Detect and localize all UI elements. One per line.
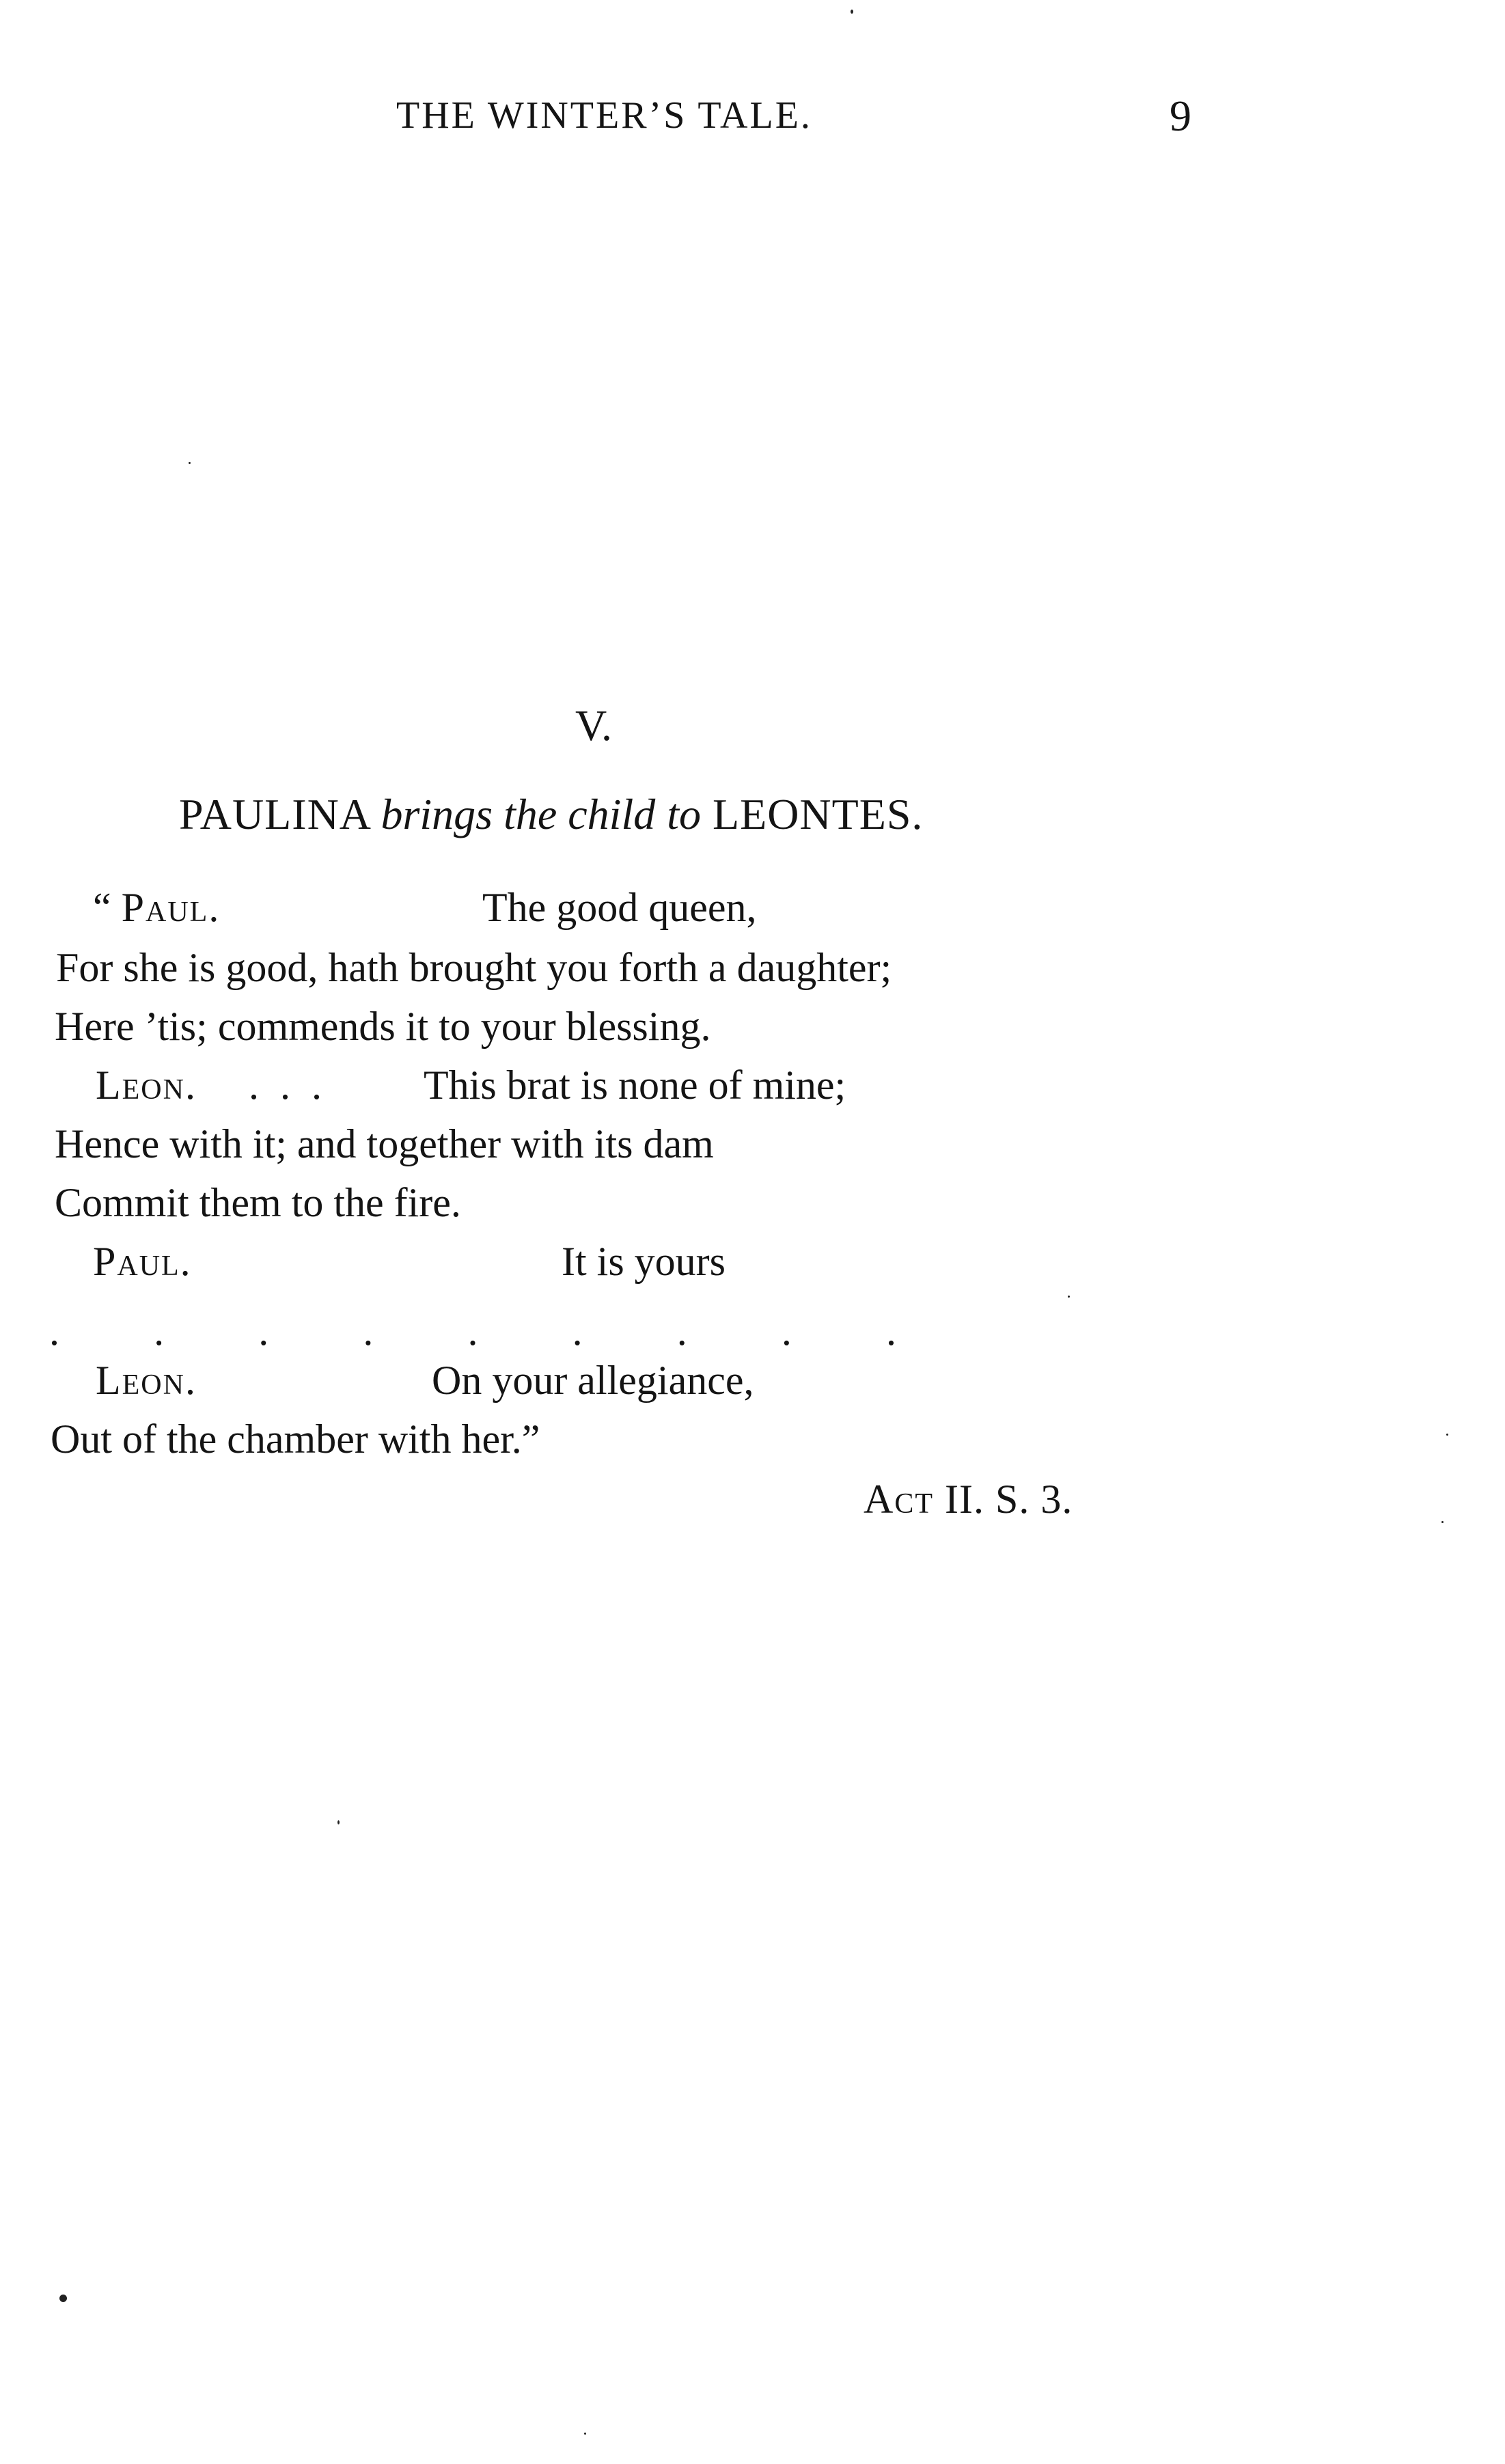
verse-line-1-text: The good queen, — [482, 885, 757, 930]
verse-line-7-speaker — [93, 1241, 192, 1282]
verse-line-4-speaker — [96, 1065, 197, 1106]
omission-dot: . — [154, 1309, 165, 1354]
act-scene-reference — [864, 1479, 1073, 1520]
verse-line-5: Hence with it; and together with its dam — [55, 1121, 714, 1166]
verse-line-6: Commit them to the fire. — [55, 1180, 461, 1225]
speaker-leontes: Leon. — [96, 1358, 197, 1403]
verse-line-2: For she is good, hath brought you forth a daughter; — [56, 945, 892, 990]
caption-italic-to: to — [667, 790, 701, 838]
speaker-paulina: Paul. — [93, 1239, 192, 1284]
omission-dot: . — [781, 1309, 792, 1354]
omission-dot: . — [676, 1309, 687, 1354]
paper-speck — [584, 2433, 586, 2435]
omission-dot: . — [886, 1309, 896, 1354]
paper-speck — [59, 2295, 67, 2302]
paper-speck — [189, 462, 191, 464]
omission-dot: . — [258, 1309, 269, 1354]
scene-caption — [179, 790, 924, 838]
verse-line-8-text: On your allegiance, — [432, 1358, 754, 1403]
verse-line-7-text: It is yours — [562, 1239, 726, 1284]
act-word: Act — [864, 1477, 934, 1522]
act-scene-numbers: II. S. 3. — [945, 1477, 1073, 1522]
verse-line-1-speaker — [93, 887, 220, 928]
page-number: 9 — [1170, 92, 1191, 140]
paper-speck — [851, 10, 853, 14]
omission-dot: . — [49, 1309, 59, 1354]
paper-speck — [1446, 1434, 1448, 1436]
open-quote: “ — [93, 885, 111, 930]
paper-speck — [1441, 1521, 1444, 1523]
omission-dot: . — [363, 1309, 374, 1354]
verse-line-4-dots: . . . — [249, 1063, 327, 1108]
verse-line-4-text: This brat is none of mine; — [424, 1063, 846, 1108]
section-numeral: V. — [575, 701, 612, 750]
caption-italic-phrase: brings the child — [381, 790, 656, 838]
omission-dots — [49, 1311, 896, 1352]
omission-dot: . — [572, 1309, 583, 1354]
verse-line-8-speaker — [96, 1360, 197, 1401]
running-title: THE WINTER’S TALE. — [396, 94, 812, 137]
speaker-leontes: Leon. — [96, 1063, 197, 1108]
verse-line-9: Out of the chamber with her.” — [51, 1416, 540, 1462]
omission-dot: . — [467, 1309, 478, 1354]
verse-line-3: Here ’tis; commends it to your blessing. — [55, 1004, 711, 1049]
paper-speck — [337, 1820, 340, 1824]
paper-speck — [1068, 1296, 1070, 1298]
caption-name-paulina: PAULINA — [179, 790, 370, 838]
speaker-paulina: Paul. — [121, 885, 221, 930]
caption-name-leontes: LEONTES. — [713, 790, 924, 838]
